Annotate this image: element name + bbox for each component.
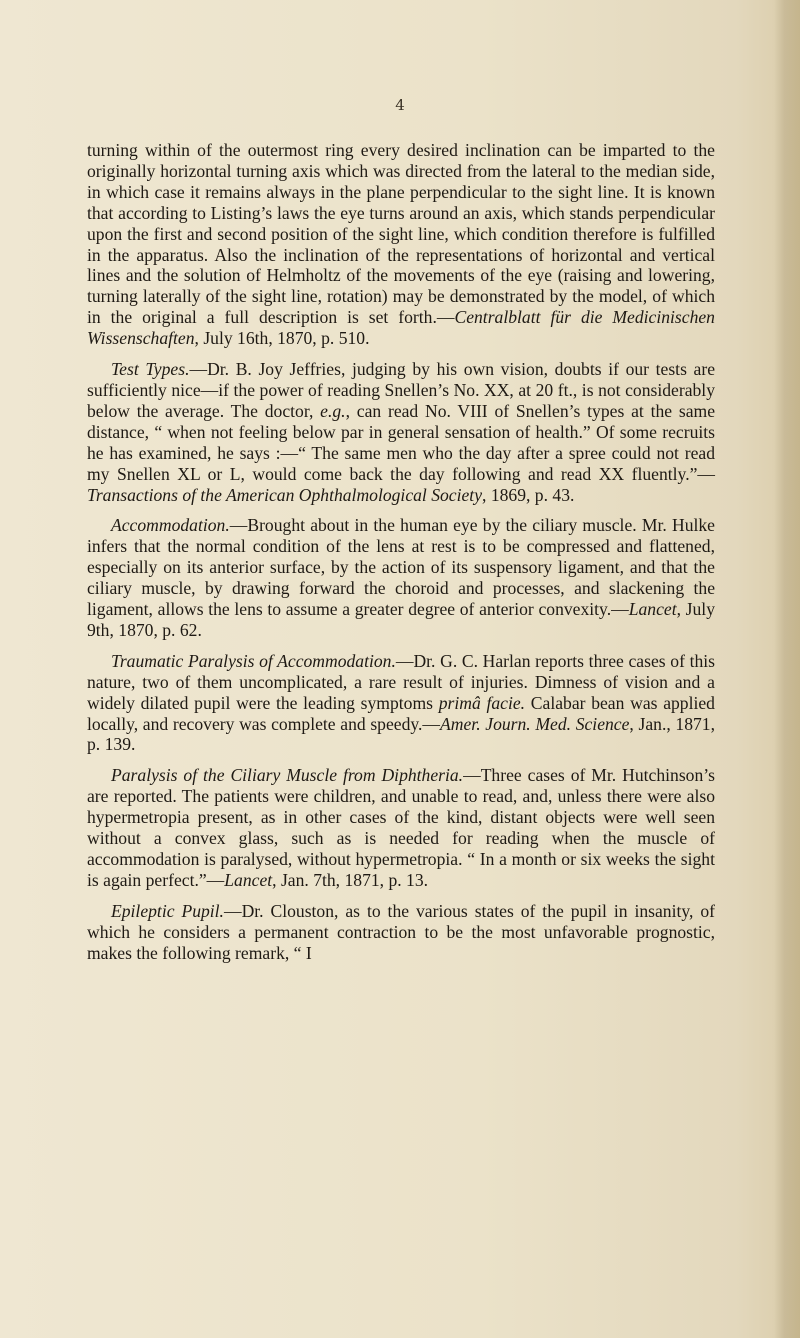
italic-run: Amer. Journ. Med. Science	[440, 713, 630, 734]
text-run: , Jan. 7th, 1871, p. 13.	[272, 869, 429, 890]
text-run: , Jan., 1871, p. 139.	[87, 713, 715, 755]
page-number: 4	[395, 96, 405, 114]
italic-run: Test Types.	[111, 359, 190, 380]
italic-run: Traumatic Paralysis of Accommodation.	[111, 650, 396, 671]
text-run: Calabar bean was applied locally, and recovery was complete and speedy.—	[87, 692, 715, 734]
text-run: —Dr. B. Joy Jeffries, judging by his own vision, doubts if our tests are sufficiently nice—if the power of reading Snellen’s No. XX, at 20 ft., is not considerably below the average. The doctor,	[87, 359, 716, 421]
text-run: , can read No. VIII of Snellen’s types at the same distance, “ when not feeling below par in general sensation of health.” Of some recruits he has examined, he says :—“ The same men who the day after a spree could not read my Snellen XL or L, would come back the day following and read XX fluently.”—	[87, 400, 715, 484]
italic-run: Transactions of the American Ophthalmological Society	[87, 484, 483, 505]
paragraph-traumatic-paralysis	[87, 651, 715, 756]
text-run: , July 9th, 1870, p. 62.	[87, 599, 715, 640]
italic-run: Lancet	[224, 869, 273, 890]
paragraph-epileptic-pupil	[87, 901, 715, 964]
italic-run: Epileptic Pupil.	[111, 900, 224, 921]
text-body	[87, 140, 715, 974]
text-run: , July 16th, 1870, p. 510.	[194, 328, 370, 349]
paragraph-test-types	[87, 359, 715, 505]
text-run: , 1869, p. 43.	[482, 484, 575, 505]
text-run: —Brought about in the human eye by the ciliary muscle. Mr. Hulke infers that the normal condition of the lens at rest is to be compressed and flattened, especially on its anterior surface, by the action of its suspensory ligament, and that the ciliary muscle, by drawing forward the choroid and processes, and slackening the ligament, allows the lens to assume a greater degree of anterior convexity.—	[87, 515, 715, 620]
italic-run: primâ facie.	[438, 692, 526, 713]
text-run: —Three cases of Mr. Hutchinson’s are reported. The patients were children, and unable to read, and, unless there were also hypermetropia present, as in other cases of the kind, distant objects were well seen without a convex glass, such as is needed for reading when the muscle of accommodation is paralysed, without hypermetropia. “ In a month or six weeks the sight is again perfect.”—	[87, 765, 715, 890]
text-run: turning within of the outermost ring every desired inclination can be imparted to the originally horizontal turning axis which was directed from the lateral to the median side, in which case it remains always in the plane perpendicular to the sight line. It is known that according to Listing’s laws the eye turns around an axis, which stands perpendicular upon the first and second position of the sight line, which condition therefore is fulfilled in the apparatus. Also the inclination of the representations of horizontal and vertical lines and the solution of Helmholtz of the movements of the eye (raising and lowering, turning laterally of the sight line, rotation) may be demonstrated by the model, of which in the original a full description is set forth.—	[87, 140, 715, 328]
text-run: —Dr. G. C. Harlan reports three cases of this nature, two of them uncomplicated, a rare result of injuries. Dimness of vision and a widely dilated pupil were the leading symptoms	[87, 650, 715, 713]
italic-run: Accommodation.	[111, 515, 230, 536]
text-run: —Dr. Clouston, as to the various states of the pupil in insanity, of which he considers a permanent contraction to be the most unfavorable prognostic, makes the following remark, “ I	[87, 900, 715, 963]
paragraph-accommodation	[87, 515, 715, 640]
paragraph-continued-text	[87, 140, 715, 349]
page-edge-shadow	[774, 0, 800, 1338]
italic-run: Paralysis of the Ciliary Muscle from Diphtheria.	[111, 765, 464, 786]
paragraph-ciliary-paralysis-diphtheria	[87, 765, 715, 890]
italic-run: e.g.	[320, 400, 346, 421]
italic-run: Lancet	[628, 599, 677, 620]
italic-run: Centralblatt für die Medicinischen Wissenschaften	[87, 307, 715, 349]
